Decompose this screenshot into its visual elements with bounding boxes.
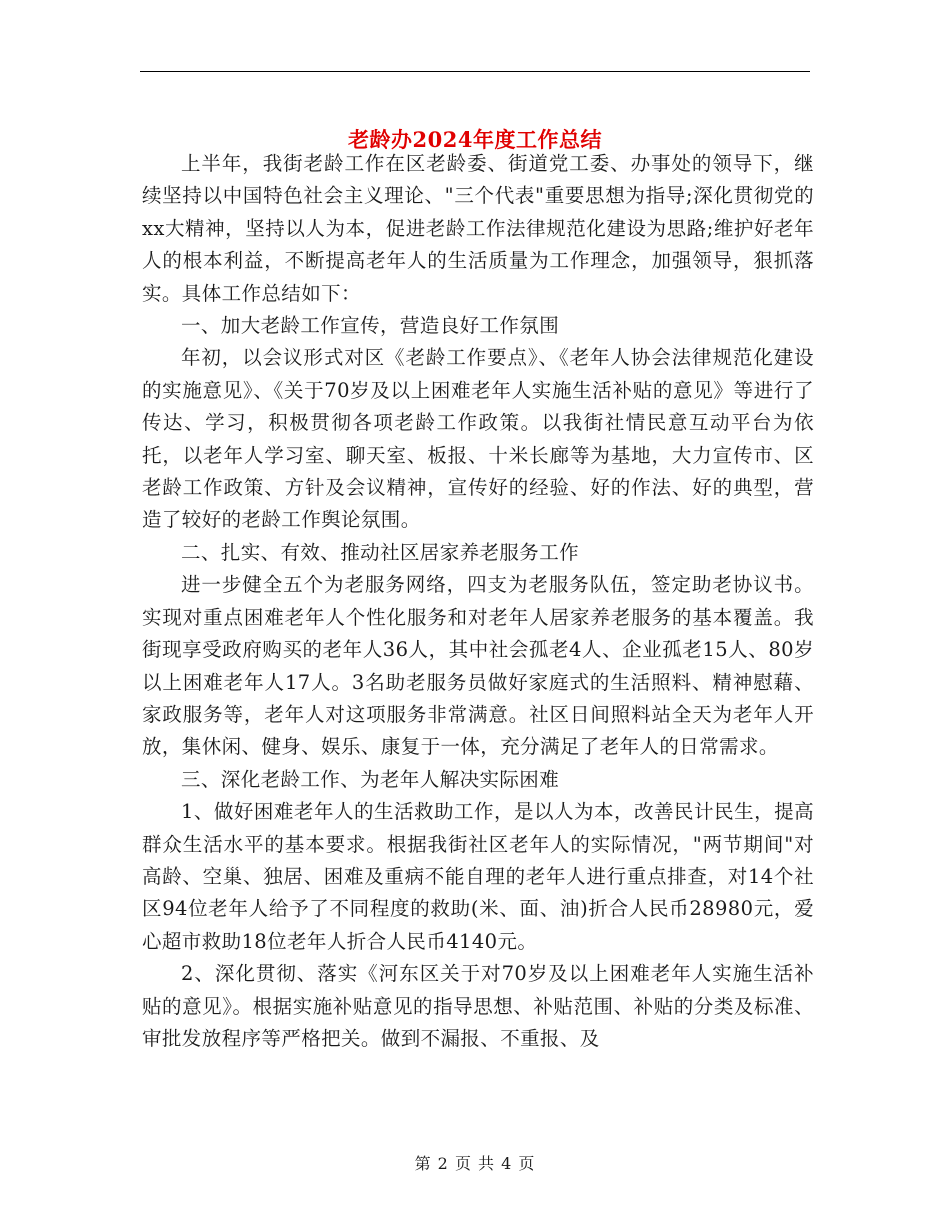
document-title: 老龄办2024年度工作总结 bbox=[348, 127, 602, 153]
section-heading-2: 二、扎实、有效、推动社区居家养老服务工作 bbox=[181, 540, 580, 564]
paragraph-relief: 1、做好困难老年人的生活救助工作，是以人为本，改善民计民生，提高群众生活水平的基本要求。根据我街社区老年人的实际情况，"两节期间"对高龄、空巢、独居、困难及重病不能自理的老年人进行重点排查，对14个社区94位老年人给予了不同程度的救助(米、面、油)折合人民币28980元，爱心超市救助18位老年人折合人民币4140元。 bbox=[142, 800, 814, 953]
section-heading-3: 三、深化老龄工作、为老年人解决实际困难 bbox=[181, 767, 560, 791]
paragraph-publicity: 年初，以会议形式对区《老龄工作要点》、《老年人协会法律规范化建设的实施意见》、《关于70岁及以上困难老年人实施生活补贴的意见》等进行了传达、学习，积极贯彻各项老龄工作政策。以我街社情民意互动平台为依托，以老年人学习室、聊天室、板报、十米长廊等为基地，大力宣传市、区老龄工作政策、方针及会议精神，宣传好的经验、好的作法、好的典型，营造了较好的老龄工作舆论氛围。 bbox=[142, 346, 814, 532]
header-rule bbox=[140, 71, 810, 72]
paragraph-home-care: 进一步健全五个为老服务网络，四支为老服务队伍，签定助老协议书。实现对重点困难老年人个性化服务和对老年人居家养老服务的基本覆盖。我街现享受政府购买的老年人36人，其中社会孤老4人、企业孤老15人、80岁以上困难老年人17人。3名助老服务员做好家庭式的生活照料、精神慰藉、家政服务等，老年人对这项服务非常满意。社区日间照料站全天为老年人开放，集休闲、健身、娱乐、康复于一体，充分满足了老年人的日常需求。 bbox=[142, 573, 814, 759]
paragraph-subsidy: 2、深化贯彻、落实《河东区关于对70岁及以上困难老年人实施生活补贴的意见》。根据实施补贴意见的指导思想、补贴范围、补贴的分类及标准、审批发放程序等严格把关。做到不漏报、不重报、及 bbox=[142, 962, 814, 1050]
section-heading-1: 一、加大老龄工作宣传，营造良好工作氛围 bbox=[181, 314, 560, 338]
page-footer: 第 2 页 共 4 页 bbox=[414, 1154, 536, 1173]
document-body bbox=[142, 148, 814, 1055]
paragraph-intro: 上半年，我街老龄工作在区老龄委、街道党工委、办事处的领导下，继续坚持以中国特色社会主义理论、"三个代表"重要思想为指导;深化贯彻党的xx大精神，坚持以人为本，促进老龄工作法律规范化建设为思路;维护好老年人的根本利益，不断提高老年人的生活质量为工作理念，加强领导，狠抓落实。具体工作总结如下： bbox=[142, 152, 814, 305]
